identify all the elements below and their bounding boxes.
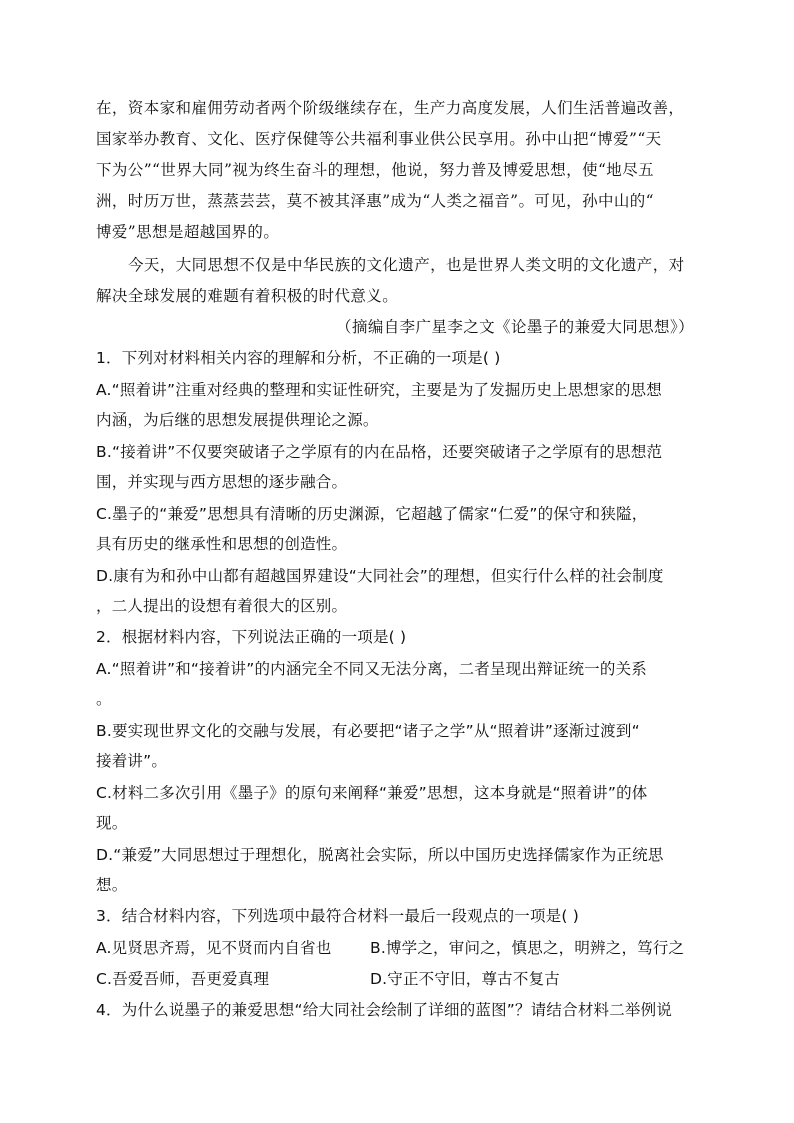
q1-option-d: D.康有为和孙中山都有超越国界建设“大同社会”的理想，但实行什么样的社会制度 xyxy=(96,567,664,585)
q1-option-c: C.墨子的“兼爱”思想具有清晰的历史渊源，它超越了儒家“仁爱”的保守和狭隘， xyxy=(96,505,648,523)
q3-option-d: D.守正不守旧，尊古不复古 xyxy=(370,970,560,988)
q2-option-c: C.材料二多次引用《墨子》的原句来阐释“兼爱”思想，这本身就是“照着讲”的体 xyxy=(96,784,648,802)
passage-line: 今天，大同思想不仅是中华民族的文化遗产，也是世界人类文明的文化遗产，对 xyxy=(128,256,685,274)
q2-option-d-cont: 想。 xyxy=(96,876,128,894)
q1-option-b-cont: 围，并实现与西方思想的逐步融合。 xyxy=(96,473,348,491)
passage-line: 在，资本家和雇佣劳动者两个阶级继续存在，生产力高度发展，人们生活普遍改善， xyxy=(96,99,685,117)
q1-option-a-cont: 内涵，为后继的思想发展提供理论之源。 xyxy=(96,411,379,429)
passage-line: 解决全球发展的难题有着积极的时代意义。 xyxy=(96,287,399,305)
q3-option-a: A.见贤思齐焉，见不贤而内自省也 xyxy=(96,939,332,957)
q2-option-d: D.“兼爱”大同思想过于理想化，脱离社会实际，所以中国历史选择儒家作为正统思 xyxy=(96,846,664,864)
q2-option-b-cont: 接着讲”。 xyxy=(96,752,168,770)
question-1-stem: 1．下列对材料相关内容的理解和分析，不正确的一项是( ) xyxy=(96,349,501,367)
q3-option-c: C.吾爱吾师，吾更爱真理 xyxy=(96,970,270,988)
passage-line: 国家举办教育、文化、医疗保健等公共福利事业供公民享用。孙中山把“博爱”“天 xyxy=(96,130,662,148)
passage-line: 博爱”思想是超越国界的。 xyxy=(96,223,280,241)
q1-option-c-cont: 具有历史的继承性和思想的创造性。 xyxy=(96,535,348,553)
q2-option-a: A.“照着讲”和“接着讲”的内涵完全不同又无法分离，二者呈现出辩证统一的关系 xyxy=(96,660,647,678)
source-citation: （摘编自李广星李之文《论墨子的兼爱大同思想》） xyxy=(336,318,694,336)
passage-line: 下为公”“世界大同”视为终生奋斗的理想，他说，努力普及博爱思想，使“地尽五 xyxy=(96,161,654,179)
question-3-stem: 3．结合材料内容，下列选项中最符合材料一最后一段观点的一项是( ) xyxy=(96,907,579,925)
q1-option-a: A.“照着讲”注重对经典的整理和实证性研究，主要是为了发掘历史上思想家的思想 xyxy=(96,381,662,399)
q1-option-d-cont: ，二人提出的设想有着很大的区别。 xyxy=(96,597,348,615)
passage-line: 洲，时历万世，蒸蒸芸芸，莫不被其泽惠”成为“人类之福音”。可见，孙中山的“ xyxy=(96,192,654,210)
q1-option-b: B.“接着讲”不仅要突破诸子之学原有的内在品格，还要突破诸子之学原有的思想范 xyxy=(96,443,663,461)
q2-option-c-cont: 现。 xyxy=(96,814,128,832)
q3-option-b: B.博学之，审问之，慎思之，明辨之，笃行之 xyxy=(370,939,685,957)
question-4-stem: 4．为什么说墨子的兼爱思想“给大同社会绘制了详细的蓝图”？请结合材料二举例说 xyxy=(96,1001,673,1019)
q2-option-b: B.要实现世界文化的交融与发展，有必要把“诸子之学”从“照着讲”逐渐过渡到“ xyxy=(96,722,640,740)
q2-option-a-cont: 。 xyxy=(96,690,112,708)
question-2-stem: 2．根据材料内容，下列说法正确的一项是( ) xyxy=(96,628,407,646)
